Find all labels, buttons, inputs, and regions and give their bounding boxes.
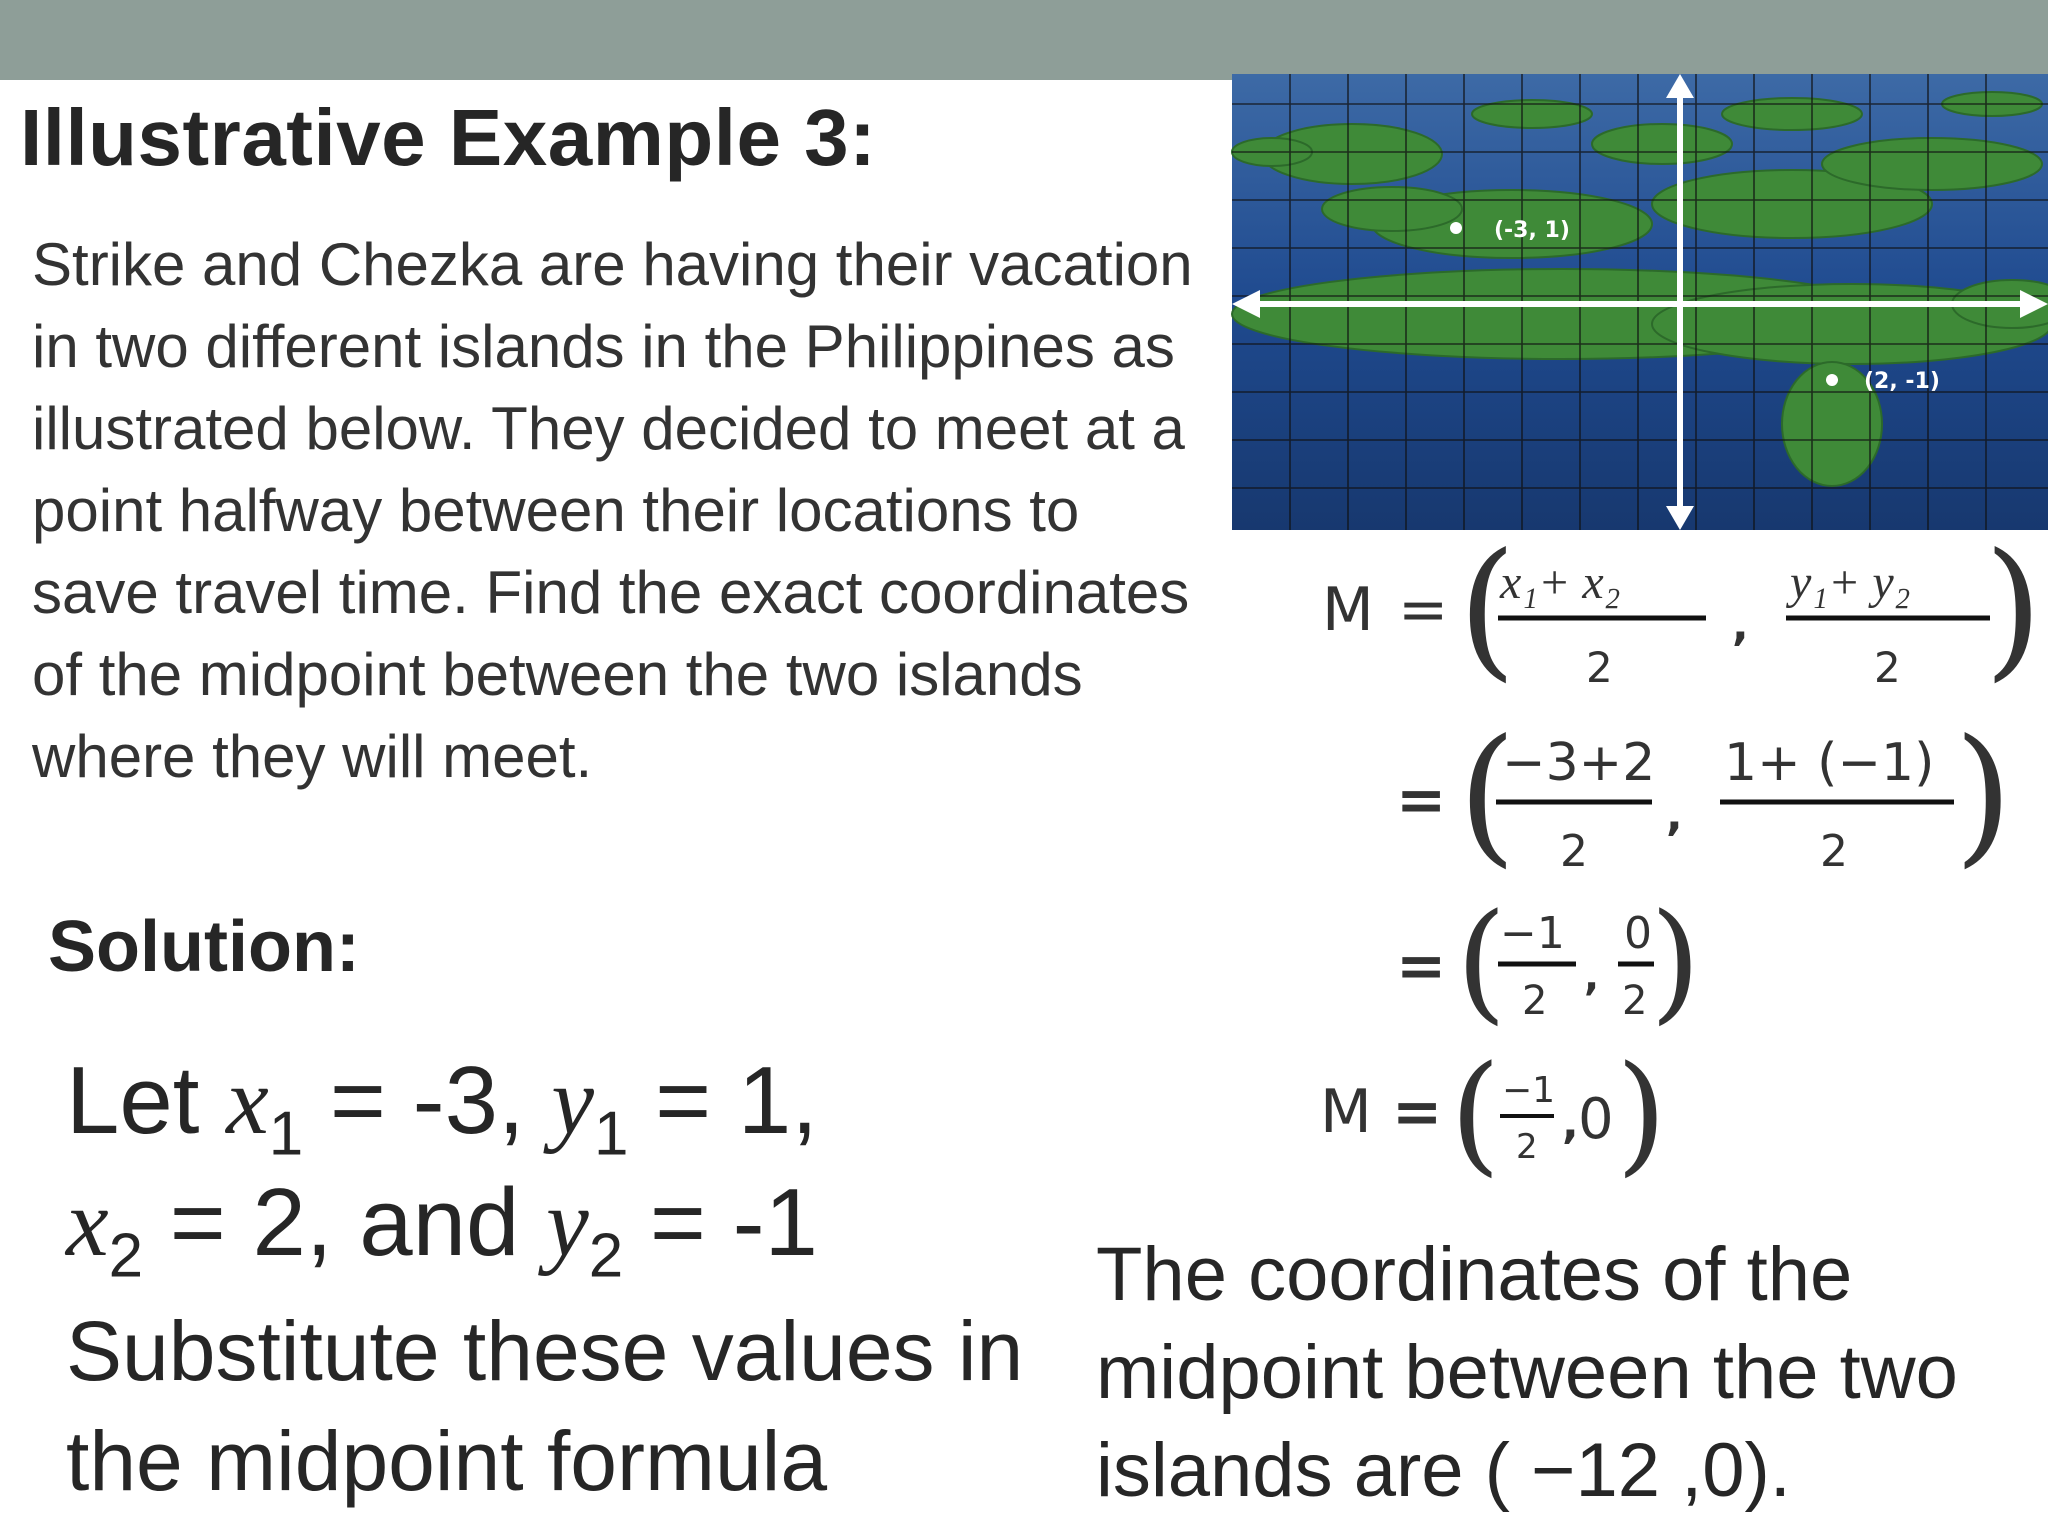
row3-x-numerator: −1: [1500, 908, 1565, 959]
y2-variable: y: [546, 1169, 589, 1276]
x2-subscript: 2: [108, 1221, 144, 1291]
left-paren-icon: (: [1450, 1037, 1501, 1189]
given-values-line-2: [66, 1162, 818, 1291]
row3-y-numerator: 0: [1624, 908, 1652, 959]
let-word: Let: [66, 1047, 227, 1154]
left-paren-icon: (: [1458, 708, 1517, 882]
equals-sign: =: [1398, 575, 1449, 645]
given-values: [66, 1040, 818, 1291]
row4-x-numerator: −1: [1502, 1070, 1556, 1111]
row2-comma: ,: [1666, 790, 1683, 841]
formula-row-4: [1320, 1037, 1667, 1189]
right-paren-icon: ): [1954, 708, 2013, 882]
point-a-marker: [1450, 222, 1462, 234]
right-paren-icon: ): [1650, 885, 1701, 1037]
row4-y-value: 0: [1578, 1087, 1614, 1152]
y1-value: = 1,: [628, 1047, 818, 1154]
row1-x-numerator: x₁+ x₂: [1500, 556, 1621, 609]
island-map: [1232, 74, 2048, 530]
x1-value: = -3,: [303, 1047, 552, 1154]
y1-variable: y: [551, 1047, 594, 1154]
equals-sign: =: [1396, 765, 1447, 835]
midpoint-formula: [1290, 522, 2043, 1189]
right-paren-icon: ): [1984, 522, 2043, 696]
solution-heading: Solution:: [48, 907, 360, 987]
row3-comma: ,: [1584, 954, 1600, 1000]
row2-y-numerator: 1+ (−1): [1724, 733, 1935, 793]
conclusion-text: The coordinates of the midpoint between the two islands are ( −12 ,0).: [1096, 1232, 1958, 1513]
formula-row-2: [1396, 708, 2013, 882]
problem-text: Strike and Chezka are having their vacation in two different islands in the Philippines as illustrated below. They decided to meet at a point halfway between their locations to save travel time. Find the exact coordinates of the midpoint between the two islands where they will meet.: [32, 231, 1193, 790]
row1-comma: ,: [1732, 600, 1749, 651]
left-paren-icon: (: [1456, 885, 1507, 1037]
row4-x-denominator: 2: [1516, 1127, 1538, 1167]
m-label: M: [1320, 1077, 1372, 1147]
row3-x-denominator: 2: [1522, 978, 1548, 1024]
row3-y-denominator: 2: [1622, 978, 1648, 1024]
top-bar: [0, 0, 2048, 80]
right-paren-icon: ): [1616, 1037, 1667, 1189]
m-label: M: [1322, 575, 1374, 645]
point-b-marker: [1826, 374, 1838, 386]
given-values-line-1: [66, 1040, 818, 1169]
x2-value: = 2, and: [143, 1169, 547, 1276]
row2-x-numerator: −3+2: [1502, 733, 1656, 793]
x1-variable: x: [226, 1047, 269, 1154]
row1-y-denominator: 2: [1874, 643, 1901, 692]
x1-subscript: 1: [268, 1099, 304, 1169]
left-paren-icon: (: [1458, 522, 1517, 696]
point-b-label: (2, -1): [1864, 369, 1940, 394]
row1-x-denominator: 2: [1586, 643, 1613, 692]
row2-y-denominator: 2: [1820, 826, 1848, 877]
x2-variable: x: [66, 1169, 109, 1276]
equals-sign: =: [1396, 931, 1447, 1001]
y2-subscript: 2: [588, 1221, 624, 1291]
equals-sign: =: [1392, 1077, 1443, 1147]
slide-title: Illustrative Example 3:: [20, 93, 877, 182]
row1-y-numerator: y₁+ y₂: [1790, 556, 1911, 609]
row2-x-denominator: 2: [1560, 826, 1588, 877]
formula-row-1: [1322, 522, 2043, 696]
row4-comma: ,: [1562, 1098, 1579, 1149]
substitute-instruction: Substitute these values in the midpoint formula: [66, 1304, 1024, 1508]
y1-subscript: 1: [593, 1099, 629, 1169]
formula-row-3: [1396, 885, 1701, 1037]
y2-value: = -1: [623, 1169, 818, 1276]
point-a-label: (-3, 1): [1494, 218, 1570, 243]
